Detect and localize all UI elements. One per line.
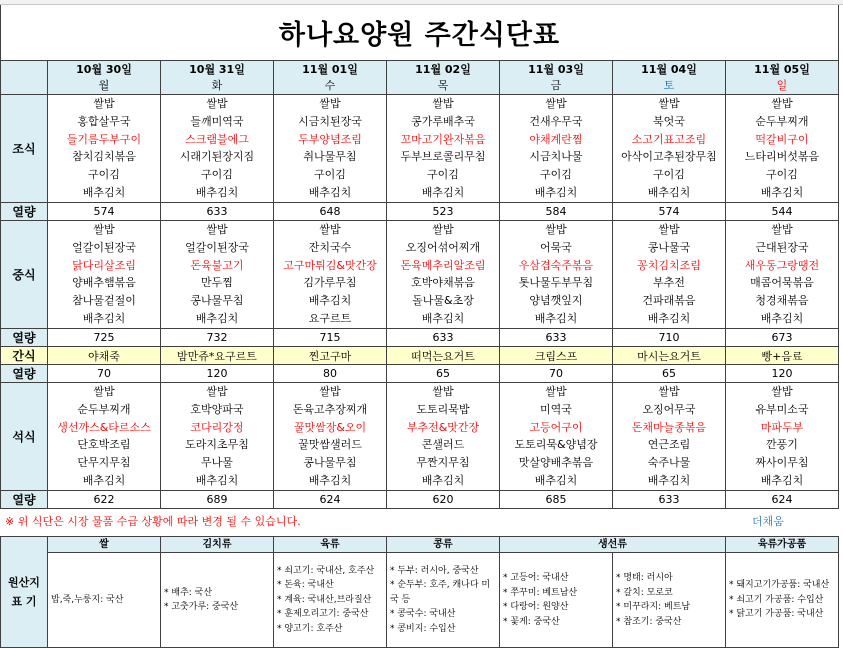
day-date: 11월 01일	[302, 62, 358, 76]
menu-item[interactable]: 배추김치	[534, 312, 578, 326]
calorie-label[interactable]: 열량	[1, 491, 48, 509]
origin-line: * 콩비지: 수입산	[390, 623, 456, 634]
calorie-value[interactable]: 120	[161, 365, 274, 383]
day-header[interactable]	[500, 61, 613, 95]
menu-item[interactable]: 단호박조림	[77, 438, 131, 452]
day-header[interactable]	[613, 61, 726, 95]
origin-line: * 갈치: 모로코	[616, 587, 673, 598]
origin-line: * 다랑어: 원양산	[503, 602, 569, 612]
menu-item[interactable]: 쌀밥	[206, 223, 228, 236]
origin-line: * 두부: 러시아, 중국산	[390, 565, 479, 576]
menu-item[interactable]: 매콤어묵볶음	[750, 276, 814, 290]
menu-item[interactable]: 오징어섞어찌개	[405, 240, 481, 254]
menu-item[interactable]: 콩나물무침	[190, 294, 244, 308]
menu-item[interactable]: 시래기된장지짐	[179, 150, 255, 164]
calorie-value[interactable]: 732	[161, 329, 274, 347]
menu-item[interactable]: 꿀맛쌈장&오이	[293, 420, 367, 434]
menu-item[interactable]: 참나물겉절이	[72, 294, 136, 308]
menu-item[interactable]: 오징어무국	[642, 402, 696, 416]
calorie-value[interactable]: 620	[387, 491, 500, 509]
dinner-day-column	[500, 383, 613, 491]
calorie-value[interactable]: 633	[500, 329, 613, 347]
snack-item[interactable]: 마시는요거트	[613, 347, 726, 365]
menu-item[interactable]: 배추김치	[82, 312, 126, 326]
menu-item[interactable]: 두부양념조림	[298, 132, 362, 146]
calorie-value[interactable]: 715	[274, 329, 387, 347]
origin-column-header[interactable]: 생선류	[500, 537, 726, 553]
menu-item[interactable]: 숙주나물	[647, 456, 691, 470]
menu-item[interactable]: 구이김	[88, 168, 120, 182]
menu-item[interactable]: 배추김치	[308, 186, 352, 200]
origin-line: * 쇠고기: 국내산, 호주산	[277, 565, 375, 576]
menu-item[interactable]: 꼬마고기완자볶음	[400, 132, 486, 146]
origin-column-header[interactable]: 김치류	[161, 537, 274, 553]
calorie-value[interactable]: 685	[500, 491, 613, 509]
menu-item[interactable]: 배추김치	[195, 474, 239, 488]
menu-item[interactable]: 쌀밥	[319, 385, 341, 398]
menu-item[interactable]: 쌀밥	[658, 223, 680, 236]
calorie-value[interactable]: 633	[387, 329, 500, 347]
lunch-day-column	[274, 221, 387, 329]
menu-item[interactable]: 쌀밥	[206, 97, 228, 110]
day-header[interactable]	[48, 61, 161, 95]
calorie-value[interactable]: 633	[161, 203, 274, 221]
breakfast-day-column	[500, 95, 613, 203]
menu-item[interactable]: 구이김	[201, 168, 233, 182]
calorie-value[interactable]: 689	[161, 491, 274, 509]
day-weekday: 목	[437, 78, 449, 92]
menu-item[interactable]: 쌀밥	[658, 385, 680, 398]
menu-item[interactable]: 구이김	[427, 168, 459, 182]
day-header[interactable]	[161, 61, 274, 95]
menu-item[interactable]: 느타리버섯볶음	[744, 150, 820, 164]
calorie-value[interactable]: 648	[274, 203, 387, 221]
menu-item[interactable]: 들깨미역국	[190, 114, 244, 128]
dinner-day-column	[48, 383, 161, 491]
menu-item[interactable]: 만두찜	[201, 276, 233, 290]
menu-item[interactable]: 닭다리살조림	[72, 258, 136, 272]
corner-cell[interactable]	[1, 61, 48, 95]
calorie-value[interactable]: 65	[613, 365, 726, 383]
origin-label-line: 원산지	[8, 576, 40, 589]
day-date: 11월 02일	[415, 62, 471, 76]
calorie-value[interactable]: 574	[613, 203, 726, 221]
menu-item[interactable]: 쌀밥	[432, 385, 454, 398]
day-date: 11월 04일	[641, 62, 697, 76]
menu-item[interactable]: 순두부찌개	[755, 114, 809, 128]
menu-item[interactable]: 돌나물&초장	[412, 294, 474, 308]
menu-item[interactable]: 꽁치김치조림	[637, 258, 701, 272]
origin-column-body[interactable]	[48, 553, 161, 648]
menu-item[interactable]: 무나물	[201, 456, 233, 470]
origin-column-header[interactable]: 콩류	[387, 537, 500, 553]
menu-item[interactable]: 쌀밥	[206, 385, 228, 398]
origin-column-header[interactable]: 쌀	[48, 537, 161, 553]
day-header[interactable]	[726, 61, 839, 95]
menu-item[interactable]: 얼갈이된장국	[72, 240, 136, 254]
calorie-value[interactable]: 70	[500, 365, 613, 383]
menu-item[interactable]: 구이김	[540, 168, 572, 182]
menu-item[interactable]: 배추김치	[534, 474, 578, 488]
menu-item[interactable]: 배추김치	[647, 186, 691, 200]
menu-item[interactable]: 쌀밥	[545, 223, 567, 236]
origin-label-line: 표 기	[11, 595, 37, 608]
breakfast-day-column	[274, 95, 387, 203]
menu-item[interactable]: 깐풍기	[766, 438, 798, 452]
menu-item[interactable]: 청경채볶음	[755, 294, 809, 308]
menu-item[interactable]: 무짠지무침	[416, 456, 470, 470]
menu-item[interactable]: 맛살양배추볶음	[518, 456, 594, 470]
origin-line: * 참조기: 중국산	[616, 616, 682, 627]
menu-item[interactable]: 도토리묵&양념장	[514, 438, 598, 452]
origin-line: * 고춧가루: 중국산	[164, 602, 239, 612]
origin-line: * 돈육: 국내산	[277, 580, 334, 591]
menu-item[interactable]: 시금치나물	[529, 150, 583, 164]
lunch-day-column	[387, 221, 500, 329]
menu-item[interactable]: 배추김치	[647, 312, 691, 326]
menu-item[interactable]: 쌀밥	[771, 223, 793, 236]
menu-item[interactable]: 돈육고추장찌개	[292, 402, 368, 416]
snack-item[interactable]: 야채죽	[48, 347, 161, 365]
calorie-value[interactable]: 584	[500, 203, 613, 221]
menu-item[interactable]: 홍합살무국	[77, 114, 131, 128]
origin-line: * 쇠고기 가공품: 수입산	[729, 594, 824, 605]
origin-line: * 고등어: 국내산	[503, 573, 569, 583]
menu-item[interactable]: 요구르트	[308, 312, 352, 326]
menu-item[interactable]: 단무지무침	[77, 456, 131, 470]
menu-item[interactable]: 배추김치	[82, 186, 126, 200]
menu-item[interactable]: 쌀밥	[93, 385, 115, 398]
origin-column-body[interactable]	[161, 553, 274, 648]
day-date: 11월 05일	[754, 62, 810, 76]
breakfast-day-column	[387, 95, 500, 203]
menu-item[interactable]: 배추김치	[308, 294, 352, 308]
calorie-value[interactable]: 710	[613, 329, 726, 347]
menu-item[interactable]: 부추전&맛간장	[406, 420, 480, 434]
day-weekday: 금	[550, 78, 562, 92]
menu-item[interactable]: 북엇국	[653, 114, 685, 128]
menu-item[interactable]: 시금치된장국	[298, 114, 362, 128]
breakfast-label[interactable]: 조식	[1, 95, 48, 203]
origin-line: * 명태: 러시아	[616, 573, 673, 583]
menu-item[interactable]: 톳나물두부무침	[518, 276, 594, 290]
breakfast-day-column	[613, 95, 726, 203]
menu-item[interactable]: 콘샐러드	[421, 438, 465, 452]
menu-item[interactable]: 양념깻잎지	[529, 294, 583, 308]
snack-item[interactable]: 밤만쥬*요구르트	[161, 347, 274, 365]
calorie-value[interactable]: 70	[48, 365, 161, 383]
snack-item[interactable]: 크림스프	[500, 347, 613, 365]
menu-item[interactable]: 쌀밥	[432, 97, 454, 110]
menu-item[interactable]: 쌀밥	[658, 97, 680, 110]
origin-line: * 돼지고기가공품: 국내산	[729, 580, 830, 591]
snack-item[interactable]: 떠먹는요거트	[387, 347, 500, 365]
menu-item[interactable]: 취나물무침	[303, 150, 357, 164]
menu-item[interactable]: 순두부찌개	[77, 402, 131, 416]
lunch-day-column	[726, 221, 839, 329]
menu-item[interactable]: 콩나물무침	[303, 456, 357, 470]
lunch-day-column	[161, 221, 274, 329]
menu-item[interactable]: 쌀밥	[771, 97, 793, 110]
menu-item[interactable]: 연근조림	[647, 438, 691, 452]
menu-item[interactable]: 새우동그랑땡전	[744, 258, 820, 272]
lunch-day-column	[500, 221, 613, 329]
calorie-value[interactable]: 673	[726, 329, 839, 347]
calorie-value[interactable]: 574	[48, 203, 161, 221]
day-header[interactable]	[274, 61, 387, 95]
day-weekday: 화	[211, 78, 223, 92]
menu-item[interactable]: 건파래볶음	[642, 294, 696, 308]
dinner-day-column	[613, 383, 726, 491]
breakfast-day-column	[48, 95, 161, 203]
notice-text: ※ 위 식단은 시장 물품 수급 상황에 따라 변경 될 수 있습니다.	[5, 515, 301, 528]
snack-item[interactable]: 빵+음료	[726, 347, 839, 365]
day-date: 10월 31일	[189, 62, 245, 76]
menu-item[interactable]: 마파두부	[760, 420, 804, 434]
calorie-value[interactable]: 120	[726, 365, 839, 383]
page-title: 하나요양원 주간식단표	[278, 20, 561, 51]
origin-line: * 꽃게: 중국산	[503, 616, 560, 627]
calorie-value[interactable]: 622	[48, 491, 161, 509]
lunch-day-column	[613, 221, 726, 329]
calorie-value[interactable]: 624	[726, 491, 839, 509]
origin-line: * 계육: 국내산,브라질산	[277, 594, 372, 605]
calorie-value[interactable]: 725	[48, 329, 161, 347]
dinner-day-column	[161, 383, 274, 491]
lunch-label[interactable]: 중식	[1, 221, 48, 329]
menu-item[interactable]: 배추김치	[760, 474, 804, 488]
menu-item[interactable]: 유부미소국	[755, 402, 809, 416]
day-weekday: 월	[98, 78, 110, 92]
menu-item[interactable]: 돈육불고기	[190, 258, 244, 272]
menu-item[interactable]: 고등어구이	[529, 420, 583, 434]
lunch-day-column	[48, 221, 161, 329]
menu-item[interactable]: 쌀밥	[545, 97, 567, 110]
day-weekday: 수	[324, 78, 336, 92]
menu-item[interactable]: 쌀밥	[771, 385, 793, 398]
menu-item[interactable]: 쌀밥	[545, 385, 567, 398]
brand-text: 더채움	[752, 515, 784, 528]
calorie-label[interactable]: 열량	[1, 329, 48, 347]
calorie-value[interactable]: 65	[387, 365, 500, 383]
menu-item[interactable]: 꿀맛쌈샐러드	[298, 438, 362, 452]
origin-line: * 미꾸라지: 베트남	[616, 602, 691, 612]
day-date: 11월 03일	[528, 62, 584, 76]
origin-line: * 콩국수: 국내산	[390, 609, 456, 620]
menu-item[interactable]: 구이김	[653, 168, 685, 182]
menu-item[interactable]: 야채계란찜	[529, 132, 583, 146]
calorie-value[interactable]: 523	[387, 203, 500, 221]
menu-item[interactable]: 우삼겹숙주볶음	[518, 258, 594, 272]
menu-item[interactable]: 쌀밥	[319, 97, 341, 110]
calorie-label[interactable]: 열량	[1, 365, 48, 383]
dinner-day-column	[387, 383, 500, 491]
day-header[interactable]	[387, 61, 500, 95]
menu-item[interactable]: 아삭이고추된장무침	[621, 150, 717, 164]
menu-item[interactable]: 돈채마늘종볶음	[631, 420, 707, 434]
weekly-menu-table	[0, 60, 839, 509]
menu-item[interactable]: 어묵국	[540, 240, 572, 254]
day-weekday: 토	[663, 78, 675, 92]
menu-item[interactable]: 배추김치	[308, 474, 352, 488]
menu-item[interactable]: 김가루무침	[303, 276, 357, 290]
menu-item[interactable]: 도토리묵밥	[416, 402, 470, 416]
menu-item[interactable]: 쌀밥	[93, 223, 115, 236]
dinner-day-column	[726, 383, 839, 491]
menu-item[interactable]: 참치김치볶음	[72, 150, 136, 164]
snack-label[interactable]: 간식	[1, 347, 48, 365]
menu-item[interactable]: 근대된장국	[755, 240, 809, 254]
menu-item[interactable]: 콩나물국	[647, 240, 691, 254]
menu-item[interactable]: 스크램블에그	[185, 132, 249, 146]
origin-line: * 닭고기 가공품: 국내산	[729, 609, 824, 620]
menu-item[interactable]: 호박양파국	[190, 402, 244, 416]
snack-item[interactable]: 찐고구마	[274, 347, 387, 365]
menu-item[interactable]: 배추김치	[647, 474, 691, 488]
origin-column-header[interactable]: 육류가공품	[726, 537, 839, 553]
day-weekday: 일	[776, 78, 788, 92]
origin-label[interactable]	[1, 537, 48, 648]
origin-column-body[interactable]	[500, 553, 613, 648]
menu-item[interactable]: 미역국	[540, 402, 572, 416]
menu-item[interactable]: 코다리강정	[190, 420, 244, 434]
day-date: 10월 30일	[76, 62, 132, 76]
title-cell[interactable]	[0, 5, 839, 60]
breakfast-day-column	[161, 95, 274, 203]
origin-line: 밥,죽,누룽지: 국산	[51, 594, 124, 605]
origin-line: * 양고기: 호주산	[277, 623, 343, 634]
menu-item[interactable]: 배추김치	[82, 474, 126, 488]
menu-item[interactable]: 돈육메추리알조림	[400, 258, 486, 272]
menu-item[interactable]: 고구마튀김&맛간장	[283, 258, 377, 272]
menu-item[interactable]: 두부브로콜리무침	[400, 150, 486, 164]
menu-item[interactable]: 배추김치	[760, 186, 804, 200]
menu-item[interactable]: 짜사이무침	[755, 456, 809, 470]
origin-column-body[interactable]	[274, 553, 387, 648]
menu-item[interactable]: 배추김치	[421, 474, 465, 488]
dinner-day-column	[274, 383, 387, 491]
calorie-value[interactable]: 544	[726, 203, 839, 221]
calorie-value[interactable]: 80	[274, 365, 387, 383]
origin-column-body[interactable]	[387, 553, 500, 648]
notice-row	[0, 509, 839, 531]
menu-item[interactable]: 부추전	[653, 276, 685, 290]
menu-item[interactable]: 구이김	[314, 168, 346, 182]
calorie-value[interactable]: 624	[274, 491, 387, 509]
menu-item[interactable]: 배추김치	[195, 186, 239, 200]
origin-line: * 쭈꾸미: 베트남산	[503, 587, 578, 598]
menu-item[interactable]: 쌀밥	[93, 97, 115, 110]
menu-item[interactable]: 배추김치	[421, 312, 465, 326]
menu-item[interactable]: 배추김치	[195, 312, 239, 326]
menu-item[interactable]: 소고기표고조림	[631, 132, 707, 146]
origin-table	[0, 536, 839, 648]
menu-item[interactable]: 구이김	[766, 168, 798, 182]
origin-column-body[interactable]	[613, 553, 726, 648]
origin-line: * 배추: 국산	[164, 587, 213, 598]
menu-item[interactable]: 쌀밥	[319, 223, 341, 236]
menu-item[interactable]: 떡갈비구이	[755, 132, 809, 146]
menu-item[interactable]: 잔치국수	[308, 240, 352, 254]
menu-item[interactable]: 콩가루배추국	[411, 114, 475, 128]
breakfast-day-column	[726, 95, 839, 203]
menu-item[interactable]: 생선까스&타르소스	[57, 420, 151, 434]
menu-item[interactable]: 도라지초무침	[185, 438, 249, 452]
menu-item[interactable]: 배추김치	[760, 312, 804, 326]
menu-item[interactable]: 쌀밥	[432, 223, 454, 236]
origin-line: * 순두부: 호주, 캐나다 미국 등	[390, 580, 491, 605]
menu-item[interactable]: 배추김치	[421, 186, 465, 200]
menu-item[interactable]: 호박야채볶음	[411, 276, 475, 290]
origin-column-header[interactable]: 육류	[274, 537, 387, 553]
calorie-value[interactable]: 633	[613, 491, 726, 509]
menu-item[interactable]: 얼갈이된장국	[185, 240, 249, 254]
origin-column-body[interactable]	[726, 553, 839, 648]
dinner-label[interactable]: 석식	[1, 383, 48, 491]
menu-item[interactable]: 양배추햄볶음	[72, 276, 136, 290]
menu-item[interactable]: 배추김치	[534, 186, 578, 200]
calorie-label[interactable]: 열량	[1, 203, 48, 221]
menu-item[interactable]: 들기름두부구이	[66, 132, 142, 146]
menu-item[interactable]: 건새우무국	[529, 114, 583, 128]
origin-line: * 훈제오리고기: 중국산	[277, 609, 369, 620]
